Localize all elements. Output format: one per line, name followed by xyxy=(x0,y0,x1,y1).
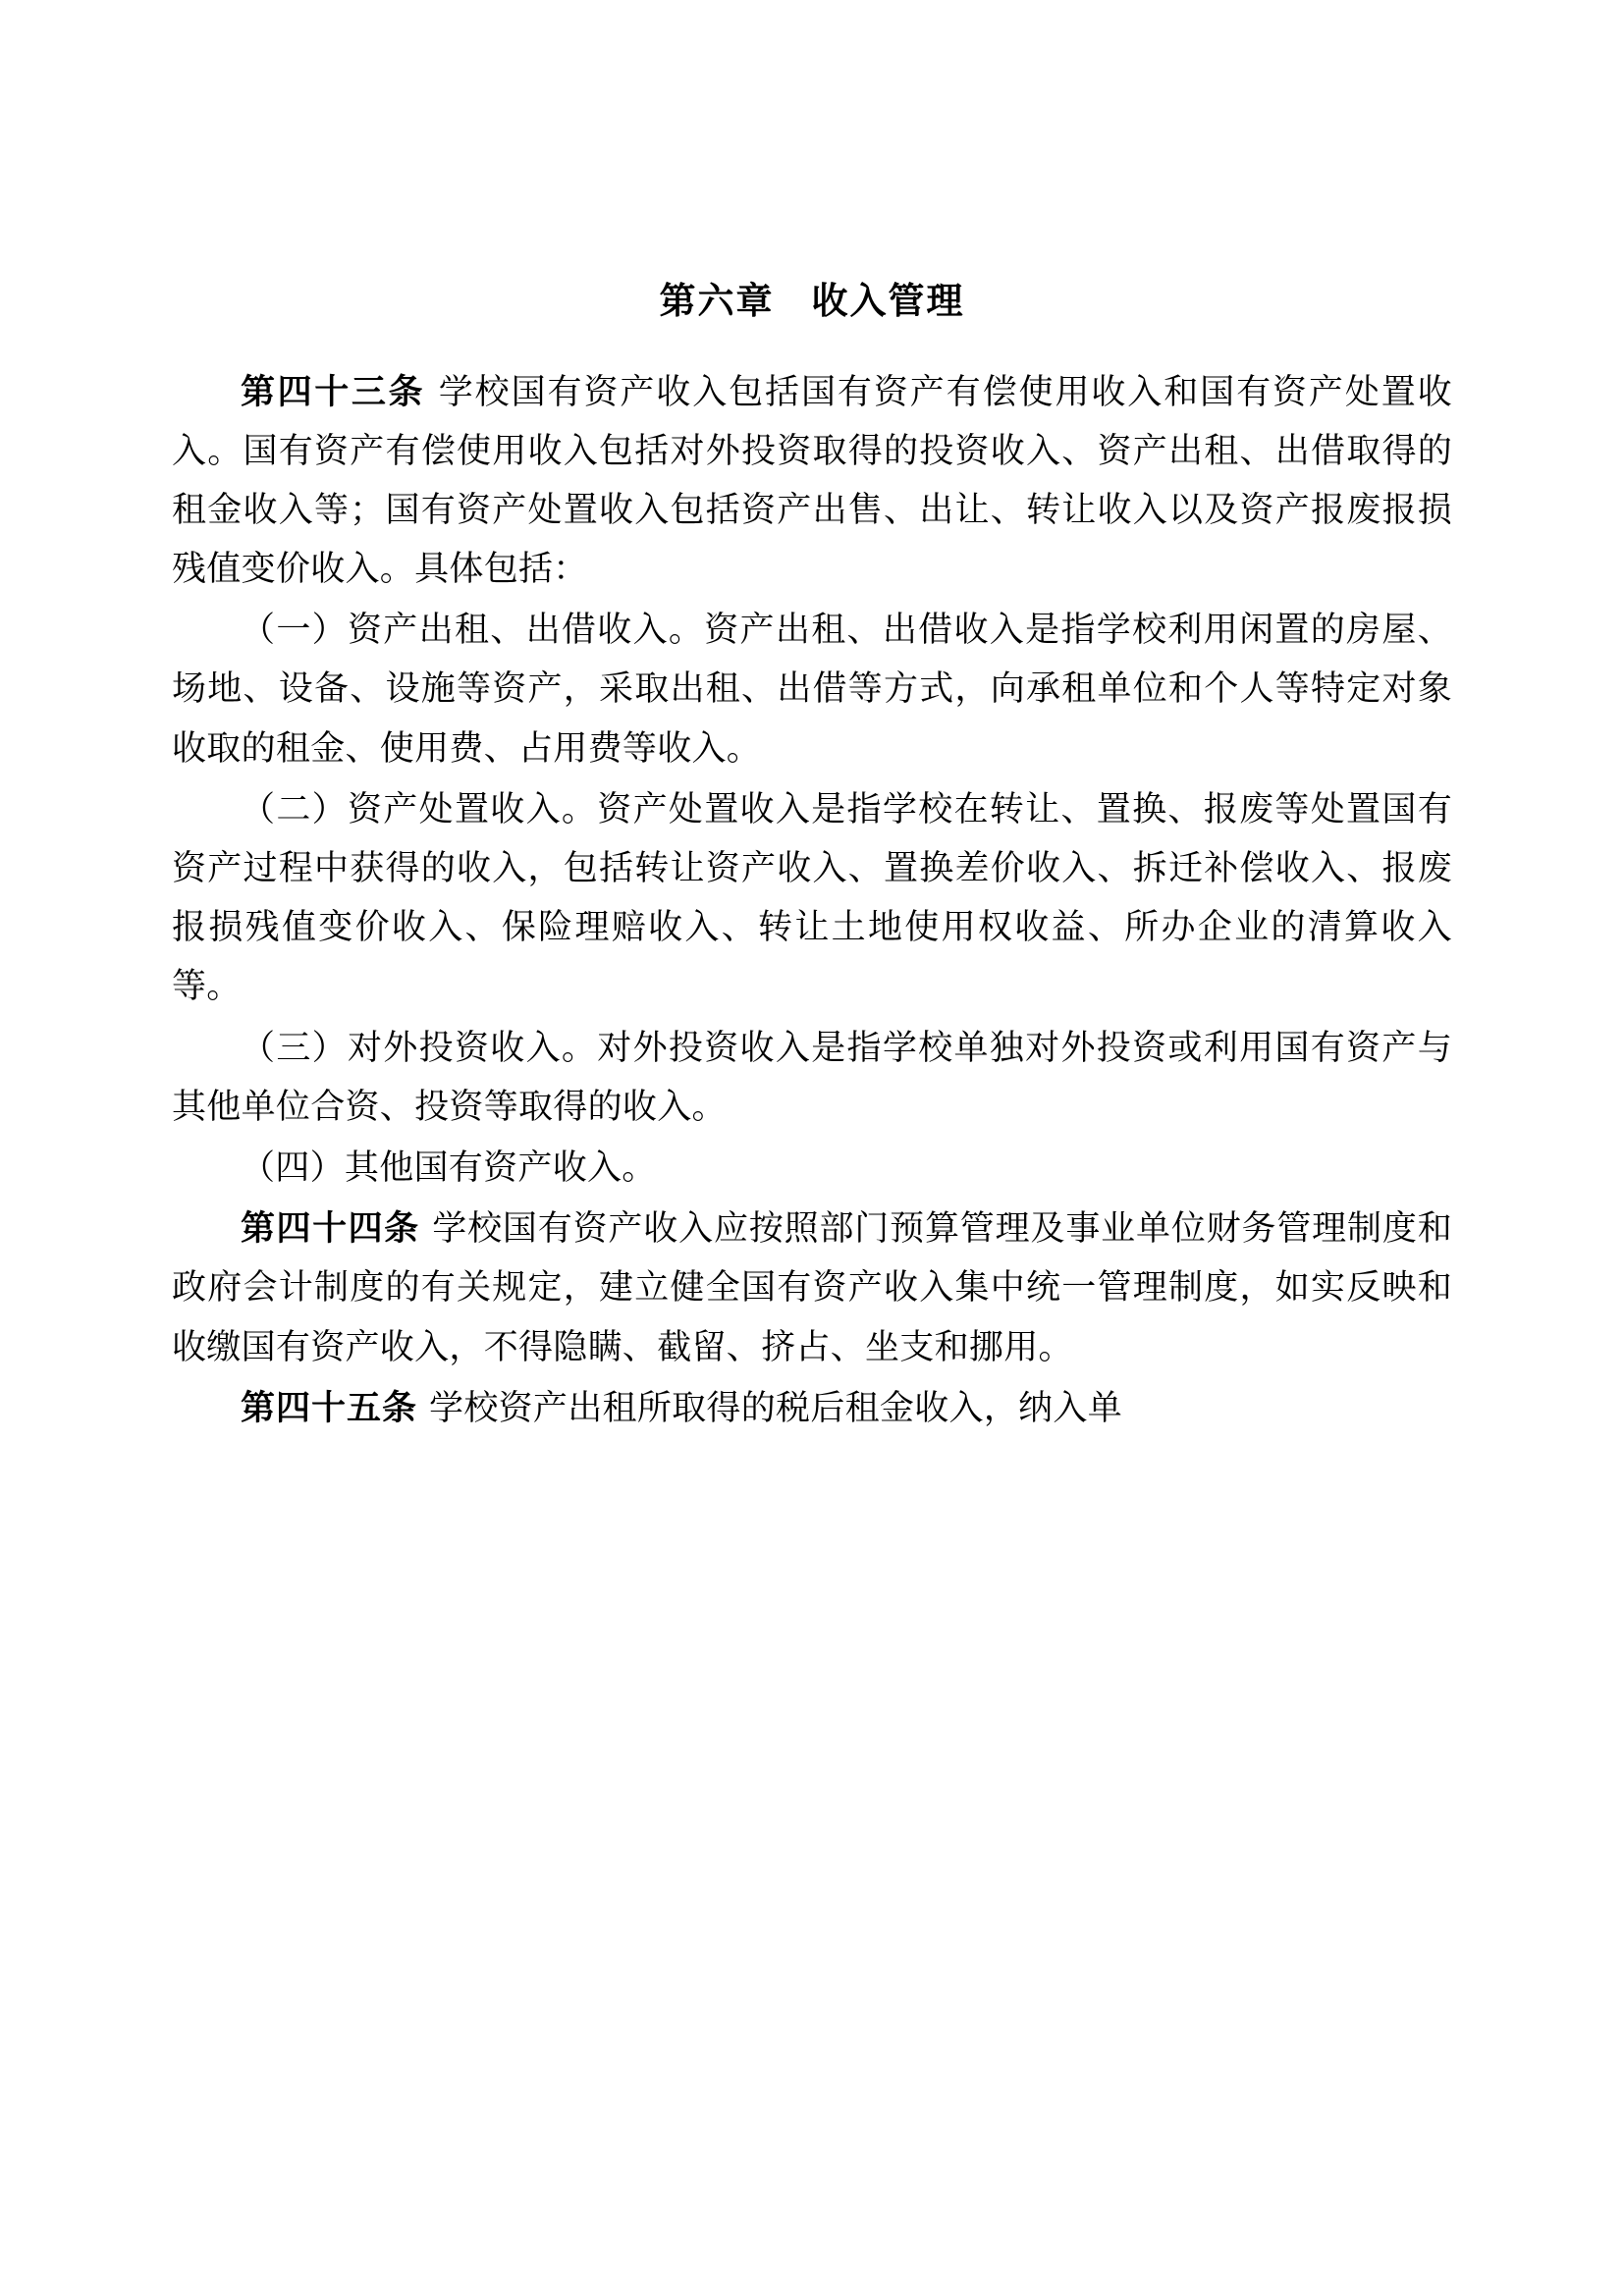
chapter-heading xyxy=(172,275,1452,330)
paragraph xyxy=(172,601,1452,778)
paragraph xyxy=(172,363,1452,600)
paragraph-text: 学校国有资产收入应按照部门预算管理及事业单位财务管理制度和政府会计制度的有关规定，建立健全国有资产收入集中统一管理制度，如实反映和收缴国有资产收入，不得隐瞒、截留、挤占、坐支和挪用。 xyxy=(172,1209,1452,1366)
paragraph-text: 学校资产出租所取得的税后租金收入，纳入单 xyxy=(429,1388,1123,1427)
paragraph xyxy=(172,1200,1452,1377)
paragraph-text: （四）其他国有资产收入。 xyxy=(241,1148,657,1187)
paragraph xyxy=(172,1139,1452,1198)
chapter-number: 第六章 xyxy=(659,282,775,322)
paragraph xyxy=(172,1379,1452,1438)
paragraph xyxy=(172,780,1452,1017)
article-label: 第四十五条 xyxy=(241,1388,418,1427)
article-label: 第四十三条 xyxy=(241,372,426,411)
article-label: 第四十四条 xyxy=(241,1209,420,1249)
paragraph-text: （三）对外投资收入。对外投资收入是指学校单独对外投资或利用国有资产与其他单位合资、投资等取得的收入。 xyxy=(172,1028,1452,1126)
paragraph xyxy=(172,1019,1452,1137)
paragraph-text: （一）资产出租、出借收入。资产出租、出借收入是指学校利用闲置的房屋、场地、设备、设施等资产，采取出租、出借等方式，向承租单位和个人等特定对象收取的租金、使用费、占用费等收入。 xyxy=(172,611,1452,768)
chapter-title-text: 收入管理 xyxy=(811,282,965,322)
paragraph-text: （二）资产处置收入。资产处置收入是指学校在转让、置换、报废等处置国有资产过程中获得的收入，包括转让资产收入、置换差价收入、拆迁补偿收入、报废报损残值变价收入、保险理赔收入、转让土地使用权收益、所办企业的清算收入等。 xyxy=(172,789,1452,1006)
paragraph-text: 学校国有资产收入包括国有资产有偿使用收入和国有资产处置收入。国有资产有偿使用收入包括对外投资取得的投资收入、资产出租、出借取得的租金收入等；国有资产处置收入包括资产出售、出让、转让收入以及资产报废报损残值变价收入。具体包括： xyxy=(172,372,1452,589)
